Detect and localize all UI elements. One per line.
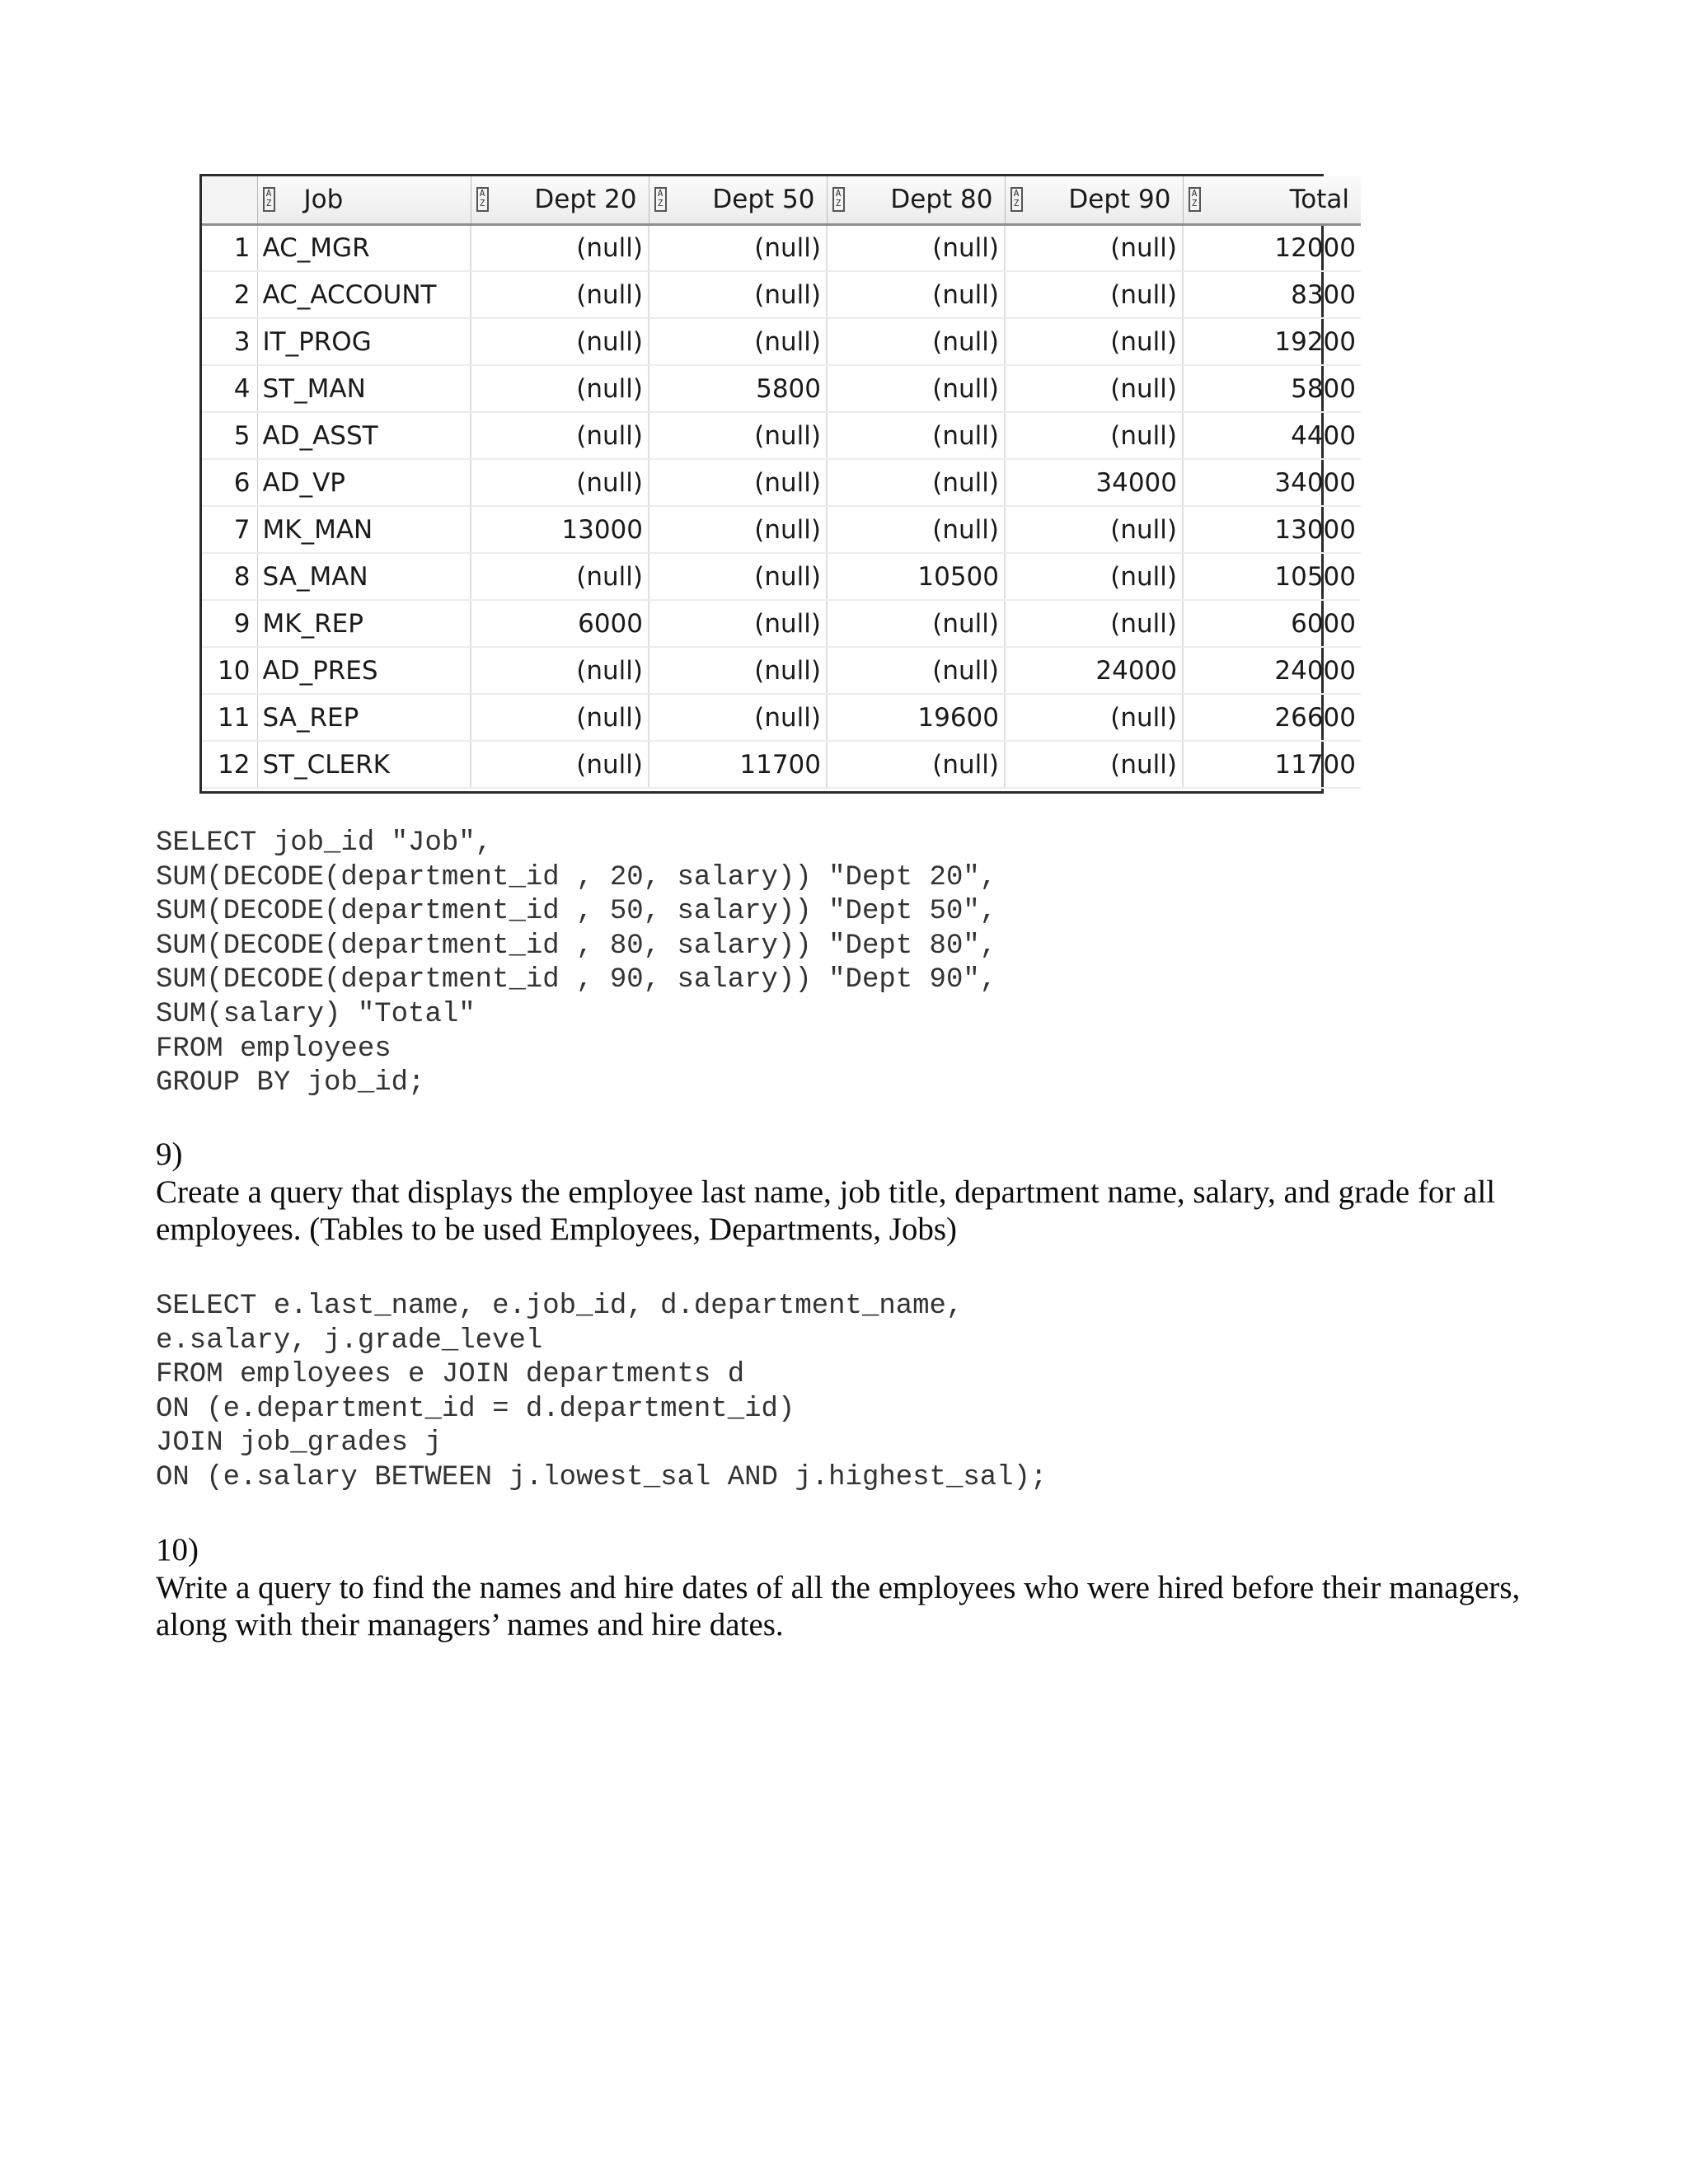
cell-dept-50[interactable]: (null): [649, 318, 827, 365]
result-table-body: [202, 224, 1361, 788]
question-text: Create a query that displays the employee last name, job title, department name, salary, and grade for all employees. (Tables to be used Employees, Departments, Jobs): [156, 1174, 1496, 1247]
column-header-label: Dept 20: [534, 185, 637, 215]
column-header-label: Total: [1289, 185, 1349, 215]
cell-total[interactable]: 13000: [1183, 506, 1361, 553]
code-line: ON (e.salary BETWEEN j.lowest_sal AND j.highest_sal);: [156, 1461, 1048, 1493]
code-line: FROM employees e JOIN departments d: [156, 1359, 745, 1391]
cell-total[interactable]: 5800: [1183, 365, 1361, 412]
cell-dept-90[interactable]: (null): [1005, 271, 1183, 318]
cell-job[interactable]: SA_MAN: [257, 553, 471, 600]
table-row[interactable]: [202, 224, 1361, 271]
cell-job[interactable]: ST_CLERK: [257, 741, 471, 788]
cell-dept-90[interactable]: (null): [1005, 553, 1183, 600]
cell-job[interactable]: SA_REP: [257, 694, 471, 741]
cell-dept-50[interactable]: (null): [649, 459, 827, 506]
cell-total[interactable]: 12000: [1183, 224, 1361, 271]
cell-dept-20[interactable]: 6000: [471, 600, 649, 647]
cell-dept-50[interactable]: (null): [649, 600, 827, 647]
code-line: SELECT job_id "Job",: [156, 827, 493, 859]
column-header-dept-50[interactable]: [649, 176, 827, 224]
code-line: SELECT e.last_name, e.job_id, d.department_name,: [156, 1291, 964, 1322]
table-row[interactable]: [202, 553, 1361, 600]
code-line: SUM(DECODE(department_id , 90, salary)) "Dept 90",: [156, 964, 997, 996]
cell-job[interactable]: MK_MAN: [257, 506, 471, 553]
question-text: Write a query to find the names and hire dates of all the employees who were hired before their managers, along with their managers’ names and hire dates.: [156, 1569, 1521, 1643]
code-line: SUM(salary) "Total": [156, 998, 476, 1030]
code-line: SUM(DECODE(department_id , 80, salary)) "Dept 80",: [156, 930, 997, 962]
cell-job[interactable]: AC_ACCOUNT: [257, 271, 471, 318]
sql-code-block-join: [156, 1290, 1047, 1496]
table-row[interactable]: [202, 318, 1361, 365]
sort-icon[interactable]: A Z: [1189, 187, 1201, 212]
cell-dept-90[interactable]: (null): [1005, 506, 1183, 553]
cell-dept-80[interactable]: (null): [827, 459, 1005, 506]
cell-dept-50[interactable]: (null): [649, 647, 827, 694]
question-10: [156, 1531, 1540, 1644]
row-number-header: [202, 176, 257, 224]
header-row: [202, 176, 1361, 224]
column-header-total[interactable]: [1183, 176, 1361, 224]
row-number: 4: [202, 365, 257, 412]
cell-job[interactable]: AC_MGR: [257, 224, 471, 271]
sql-code-block-pivot: [156, 827, 996, 1101]
sort-icon[interactable]: A Z: [654, 187, 667, 212]
cell-total[interactable]: 24000: [1183, 647, 1361, 694]
cell-dept-50[interactable]: (null): [649, 224, 827, 271]
code-line: SUM(DECODE(department_id , 50, salary)) "Dept 50",: [156, 896, 997, 928]
table-row[interactable]: [202, 694, 1361, 741]
cell-dept-80[interactable]: 19600: [827, 694, 1005, 741]
table-row[interactable]: [202, 600, 1361, 647]
sort-icon[interactable]: A Z: [1010, 187, 1023, 212]
code-line: GROUP BY job_id;: [156, 1067, 425, 1099]
column-header-label: Dept 80: [890, 185, 993, 215]
cell-job[interactable]: IT_PROG: [257, 318, 471, 365]
column-header-dept-20[interactable]: [471, 176, 649, 224]
cell-dept-50[interactable]: (null): [649, 506, 827, 553]
column-header-dept-80[interactable]: [827, 176, 1005, 224]
question-number: 10): [156, 1532, 199, 1568]
row-number: 3: [202, 318, 257, 365]
cell-total[interactable]: 10500: [1183, 553, 1361, 600]
cell-dept-90[interactable]: (null): [1005, 318, 1183, 365]
sort-icon[interactable]: A Z: [832, 187, 845, 212]
table-row[interactable]: [202, 365, 1361, 412]
cell-dept-50[interactable]: 11700: [649, 741, 827, 788]
cell-total[interactable]: 11700: [1183, 741, 1361, 788]
cell-total[interactable]: 6000: [1183, 600, 1361, 647]
row-number: 9: [202, 600, 257, 647]
table-row[interactable]: [202, 741, 1361, 788]
code-line: ON (e.department_id = d.department_id): [156, 1393, 795, 1425]
cell-dept-20[interactable]: (null): [471, 694, 649, 741]
cell-job[interactable]: ST_MAN: [257, 365, 471, 412]
cell-dept-90[interactable]: (null): [1005, 741, 1183, 788]
sort-icon[interactable]: A Z: [476, 187, 489, 212]
cell-dept-20[interactable]: 13000: [471, 506, 649, 553]
table-row[interactable]: [202, 271, 1361, 318]
cell-dept-80[interactable]: (null): [827, 741, 1005, 788]
table-row[interactable]: [202, 412, 1361, 459]
cell-dept-20[interactable]: (null): [471, 412, 649, 459]
code-line: FROM employees: [156, 1033, 392, 1065]
cell-dept-80[interactable]: (null): [827, 506, 1005, 553]
question-9: [156, 1136, 1540, 1249]
column-header-label: Dept 90: [1068, 185, 1171, 215]
cell-dept-50[interactable]: (null): [649, 694, 827, 741]
cell-total[interactable]: 34000: [1183, 459, 1361, 506]
cell-dept-50[interactable]: (null): [649, 412, 827, 459]
row-number: 7: [202, 506, 257, 553]
cell-dept-90[interactable]: 24000: [1005, 647, 1183, 694]
cell-dept-20[interactable]: (null): [471, 459, 649, 506]
cell-dept-90[interactable]: (null): [1005, 600, 1183, 647]
row-number: 8: [202, 553, 257, 600]
code-line: SUM(DECODE(department_id , 20, salary)) "Dept 20",: [156, 861, 997, 893]
table-row[interactable]: [202, 459, 1361, 506]
cell-dept-90[interactable]: 34000: [1005, 459, 1183, 506]
table-row[interactable]: [202, 647, 1361, 694]
cell-dept-90[interactable]: (null): [1005, 365, 1183, 412]
row-number: 2: [202, 271, 257, 318]
question-number: 9): [156, 1137, 183, 1172]
cell-dept-80[interactable]: (null): [827, 600, 1005, 647]
cell-dept-20[interactable]: (null): [471, 224, 649, 271]
cell-dept-20[interactable]: (null): [471, 318, 649, 365]
cell-dept-20[interactable]: (null): [471, 365, 649, 412]
column-header-job[interactable]: [257, 176, 471, 224]
cell-dept-80[interactable]: 10500: [827, 553, 1005, 600]
table-row[interactable]: [202, 506, 1361, 553]
cell-dept-90[interactable]: (null): [1005, 224, 1183, 271]
cell-dept-20[interactable]: (null): [471, 553, 649, 600]
cell-job[interactable]: AD_VP: [257, 459, 471, 506]
column-header-label: Job: [303, 185, 344, 215]
query-result-grid: [199, 174, 1356, 794]
cell-dept-50[interactable]: (null): [649, 271, 827, 318]
cell-dept-90[interactable]: (null): [1005, 412, 1183, 459]
cell-dept-20[interactable]: (null): [471, 647, 649, 694]
cell-total[interactable]: 8300: [1183, 271, 1361, 318]
row-number: 5: [202, 412, 257, 459]
code-line: e.salary, j.grade_level: [156, 1324, 543, 1357]
code-line: JOIN job_grades j: [156, 1427, 442, 1460]
cell-dept-20[interactable]: (null): [471, 741, 649, 788]
cell-dept-80[interactable]: (null): [827, 365, 1005, 412]
row-number: 12: [202, 741, 257, 788]
cell-dept-50[interactable]: (null): [649, 553, 827, 600]
cell-dept-80[interactable]: (null): [827, 318, 1005, 365]
row-number: 6: [202, 459, 257, 506]
result-table: [202, 176, 1361, 789]
cell-dept-80[interactable]: (null): [827, 271, 1005, 318]
row-number: 11: [202, 694, 257, 741]
cell-dept-90[interactable]: (null): [1005, 694, 1183, 741]
cell-total[interactable]: 19200: [1183, 318, 1361, 365]
column-header-dept-90[interactable]: [1005, 176, 1183, 224]
cell-job[interactable]: AD_PRES: [257, 647, 471, 694]
cell-job[interactable]: AD_ASST: [257, 412, 471, 459]
cell-job[interactable]: MK_REP: [257, 600, 471, 647]
cell-dept-50[interactable]: 5800: [649, 365, 827, 412]
sort-icon[interactable]: A Z: [263, 187, 275, 212]
cell-total[interactable]: 26600: [1183, 694, 1361, 741]
cell-dept-80[interactable]: (null): [827, 224, 1005, 271]
row-number: 1: [202, 224, 257, 271]
cell-total[interactable]: 4400: [1183, 412, 1361, 459]
cell-dept-80[interactable]: (null): [827, 647, 1005, 694]
column-header-label: Dept 50: [712, 185, 815, 215]
row-number: 10: [202, 647, 257, 694]
cell-dept-20[interactable]: (null): [471, 271, 649, 318]
cell-dept-80[interactable]: (null): [827, 412, 1005, 459]
